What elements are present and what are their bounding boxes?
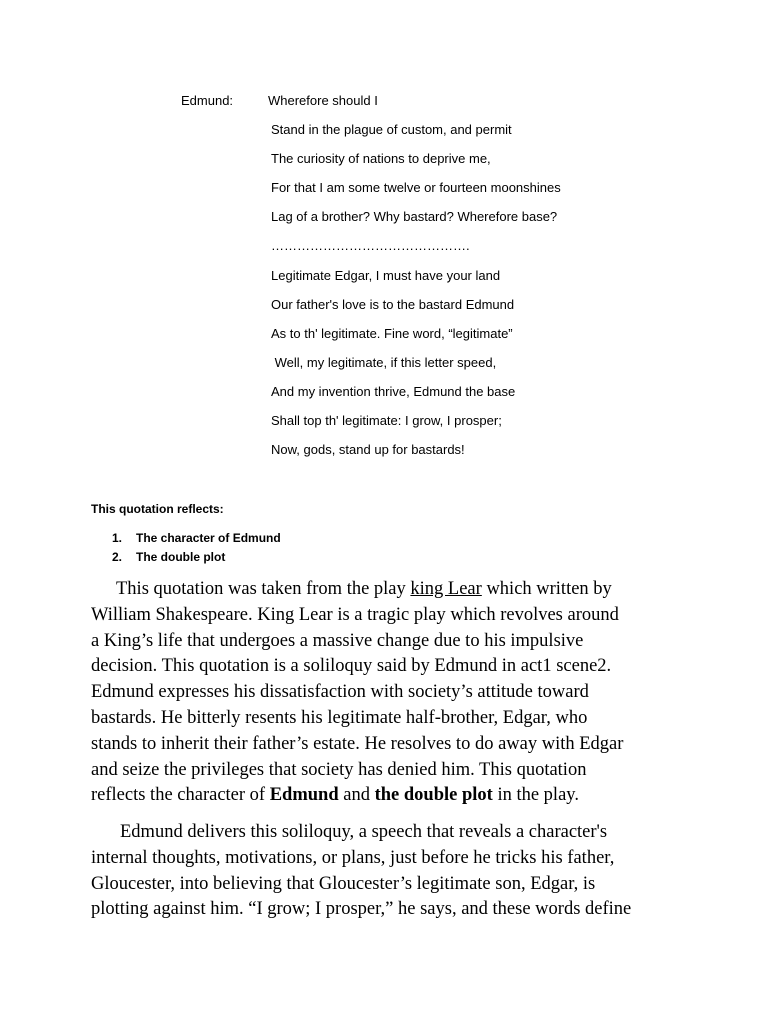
paragraph-line: plotting against him. “I grow; I prosper,” he says, and these words define [91,899,632,920]
text-run: in the play. [492,785,579,806]
bold-term: Edmund [269,785,339,806]
paragraph-line: bastards. He bitterly resents his legitimate half-brother, Edgar, who [91,707,588,728]
verse-line: For that I am some twelve or fourteen moonshines [271,180,561,195]
speaker-name: Edmund: [181,93,234,108]
paragraph-intro [91,577,691,809]
verse-line: Shall top th' legitimate: I grow, I prosper; [271,413,502,428]
reflects-heading: This quotation reflects: [91,502,224,516]
verse-line: The curiosity of nations to deprive me, [271,151,491,166]
list-item-text: The character of Edmund [136,531,281,545]
verse-line: Lag of a brother? Why bastard? Wherefore base? [271,209,558,224]
verse-line: And my invention thrive, Edmund the base [271,384,516,399]
text-run: reflects the character of [91,785,270,806]
paragraph-line [91,783,691,809]
paragraph-line [91,577,691,603]
verse-line: Legitimate Edgar, I must have your land [271,268,501,283]
list-item [112,529,281,548]
paragraph-line: a King’s life that undergoes a massive change due to his impulsive [91,630,584,651]
list-number: 1. [112,531,123,545]
list-number: 2. [112,550,123,564]
paragraph-line: Edmund delivers this soliloquy, a speech that reveals a character's [120,822,608,842]
list-item [112,548,281,567]
reflects-list [112,529,281,567]
play-title: king Lear [410,579,482,599]
paragraph-line: William Shakespeare. King Lear is a tragic play which revolves around [91,604,619,625]
paragraph-line: decision. This quotation is a soliloquy said by Edmund in act1 scene2. [91,656,612,677]
text-run: This quotation was taken from the play [116,579,411,599]
paragraph-line: internal thoughts, motivations, or plans, just before he tricks his father, [91,847,615,868]
verse-line: Now, gods, stand up for bastards! [271,442,465,457]
bold-term: the double plot [374,785,493,806]
verse-ellipsis: ………………………………………. [271,238,470,253]
verse-line: As to th' legitimate. Fine word, “legitimate” [271,326,513,341]
list-item-text: The double plot [136,550,226,564]
text-run: and [338,785,375,806]
text-run: which written by [481,579,612,599]
verse-line: Stand in the plague of custom, and permit [271,122,512,137]
verse-line: Wherefore should I [268,93,378,108]
paragraph-line: and seize the privileges that society has denied him. This quotation [91,759,587,780]
paragraph-line: Gloucester, into believing that Gloucester’s legitimate son, Edgar, is [91,873,596,894]
verse-line: Our father's love is to the bastard Edmund [271,297,515,312]
paragraph-soliloquy [91,820,691,923]
paragraph-line: stands to inherit their father’s estate. He resolves to do away with Edgar [91,733,624,754]
paragraph-line: Edmund expresses his dissatisfaction with society’s attitude toward [91,682,589,703]
verse-line: Well, my legitimate, if this letter speed, [271,355,497,370]
